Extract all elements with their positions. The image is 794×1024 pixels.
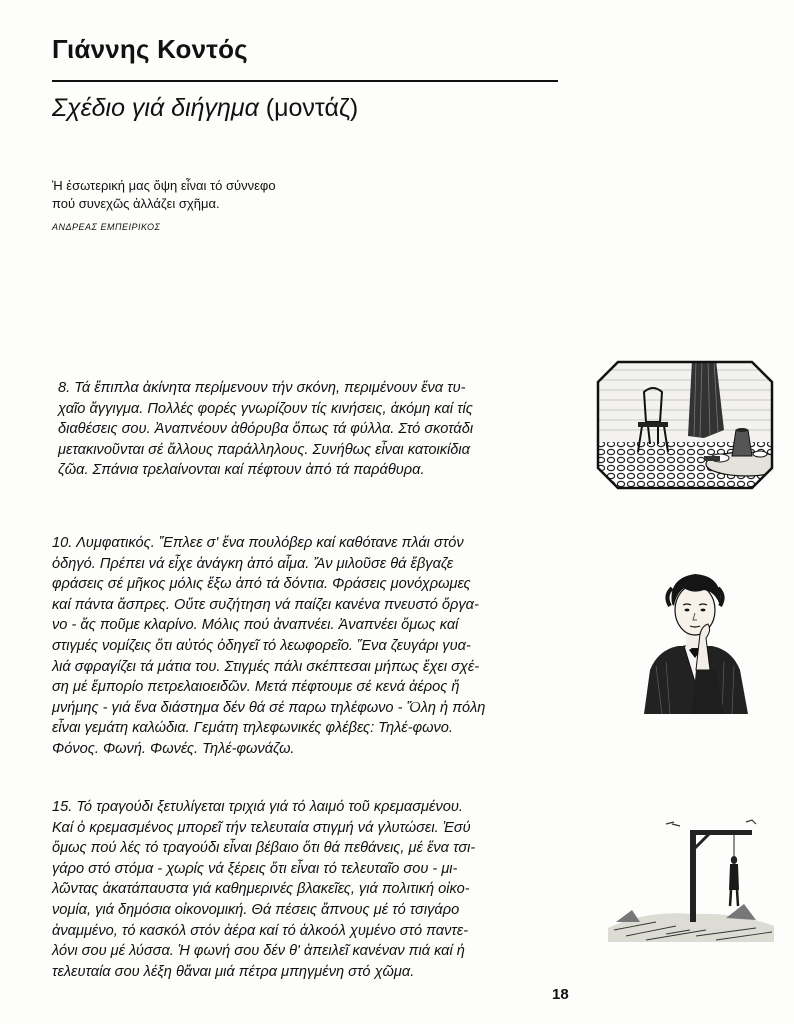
text-line: ἀναμμένο, τό κασκόλ στόν ἀέρα καί τό ἀλκοόλ χυμένο στό παντε- bbox=[52, 922, 469, 939]
text-line: 10. Λυμφατικός. Ἔπλεε σ' ἕνα πουλόβερ καί καθότανε πλάι στόν bbox=[52, 535, 464, 551]
text-line: ση μέ ἔμπορίο πετρελαιοειδῶν. Μετά πέφτουμε σέ κενά ἀέρος ἤ bbox=[52, 679, 460, 696]
page-number: 18 bbox=[552, 986, 569, 1003]
title-rule bbox=[52, 80, 558, 82]
text-line: ὅμως πού λές τό τραγούδι εἶναι βέβαιο ὅτι θά πεθάνεις, μέ ἕνα τσι- bbox=[52, 840, 476, 857]
text-line: Καί ὁ κρεμασμένος μπορεῖ τήν τελευταία στιγμή νά γλυτώσει. Ἐσύ bbox=[52, 819, 471, 836]
section-10 bbox=[52, 533, 580, 760]
text-line: στιγμές νομίζεις ὅτι αὐτός ὁδηγεῖ τό λεωφορεῖο. Ἕνα ζευγάρι γυα- bbox=[52, 637, 471, 654]
author-name: Γιάννης Κοντός bbox=[52, 34, 248, 64]
epigraph bbox=[52, 177, 276, 213]
text-line: φράσεις σέ μῆκος μόλις ἔξω ἀπό τά δόντια. Φράσεις μονόχρωμες bbox=[52, 576, 471, 593]
interior-chair-illustration bbox=[596, 360, 774, 490]
text-line: μνήμης - γιά ἕνα διάστημα δέν θά σέ παρω τηλέφωνο - Ὅλη ἡ πόλη bbox=[52, 699, 486, 716]
text-line: καί πάντα ἄσπρες. Οὔτε συζήτηση νά παίζει κανένα πνευστό ὄργα- bbox=[52, 596, 479, 613]
text-line: χαῖο ἄγγιγμα. Πολλές φορές γνωρίζουν τίς κινήσεις, ἀκόμη καί τίς bbox=[58, 400, 473, 417]
text-line: εἶναι γεμάτη καλώδια. Γεμάτη τηλεφωνικές φλέβες: Τηλέ-φωνο. bbox=[52, 720, 453, 737]
text-line: ὁδηγό. Πρέπει νά εἶχε ἀνάγκη ἀπό αἷμα. Ἄν μιλοῦσε θά ἔβγαζε bbox=[52, 555, 454, 572]
text-line: τελευταία σου λέξη θἄναι μιά πέτρα μπηγμένη στό χῶμα. bbox=[52, 963, 415, 980]
text-line: γάρο στό στόμα - χωρίς νά ξέρεις ὅτι εἶναι τό τελευταῖο σου - μι- bbox=[52, 860, 458, 877]
text-line: λῶντας ἀκατάπαυστα γιά καθημερινές βλακεῖες, γιά πολιτική οἰκο- bbox=[52, 881, 470, 898]
text-line: Φόνος. Φωνή. Φωνές. Τηλέ-φωνάζω. bbox=[52, 740, 295, 757]
text-line: 8. Τά ἔπιπλα ἀκίνητα περίμενουν τήν σκόνη, περιμένουν ἕνα τυ- bbox=[58, 380, 466, 396]
text-line: μετακινοῦνται σέ ἄλλους παράλληλους. Συνήθως εἶναι κατοικίδια bbox=[58, 441, 470, 458]
epigraph-line: πού συνεχῶς ἀλλάζει σχῆμα. bbox=[52, 196, 220, 211]
title-main: Σχέδιο γιά διήγημα bbox=[52, 94, 259, 122]
text-line: 15. Τό τραγούδι ξετυλίγεται τριχιά γιά τό λαιμό τοῦ κρεμασμένου. bbox=[52, 799, 463, 815]
epigraph-line: Ἡ ἐσωτερική μας ὄψη εἶναι τό σύννεφο bbox=[52, 178, 276, 193]
text-line: λόνι σου μέ λύσσα. Ἡ φωνή σου δέν θ' ἀπειλεῖ κανέναν πιά καί ἡ bbox=[52, 943, 465, 960]
portrait-man-illustration bbox=[632, 566, 758, 714]
story-title bbox=[52, 94, 358, 123]
title-paren: (μοντάζ) bbox=[265, 94, 359, 122]
text-line: διαθέσεις σου. Ἀναπνέουν ἀθόρυβα ὅπως τά φύλλα. Στό σκοτάδι bbox=[58, 421, 474, 438]
text-line: λιά σφραγίζει τά μάτια του. Στιγμές πάλι σκέπτεσαι μήπως ἔχει σχέ- bbox=[52, 658, 480, 675]
text-line: ζῶα. Σπάνια τρελαίνονται καί πέφτουν ἀπό τά παράθυρα. bbox=[58, 462, 425, 479]
section-8 bbox=[58, 378, 580, 481]
section-15 bbox=[52, 797, 580, 982]
epigraph-author: ΑΝΔΡΕΑΣ ΕΜΠΕΙΡΙΚΟΣ bbox=[52, 222, 161, 232]
text-line: νο - ἄς ποῦμε κλαρίνο. Μόλις πού ἀναπνέει. Ἀναπνέει ὅμως καί bbox=[52, 617, 459, 634]
gallows-illustration bbox=[606, 818, 776, 942]
text-line: νομία, γιά δημόσια οἰκονομική. Θά πέσεις ἄπνους μέ τό τσιγάρο bbox=[52, 901, 460, 918]
